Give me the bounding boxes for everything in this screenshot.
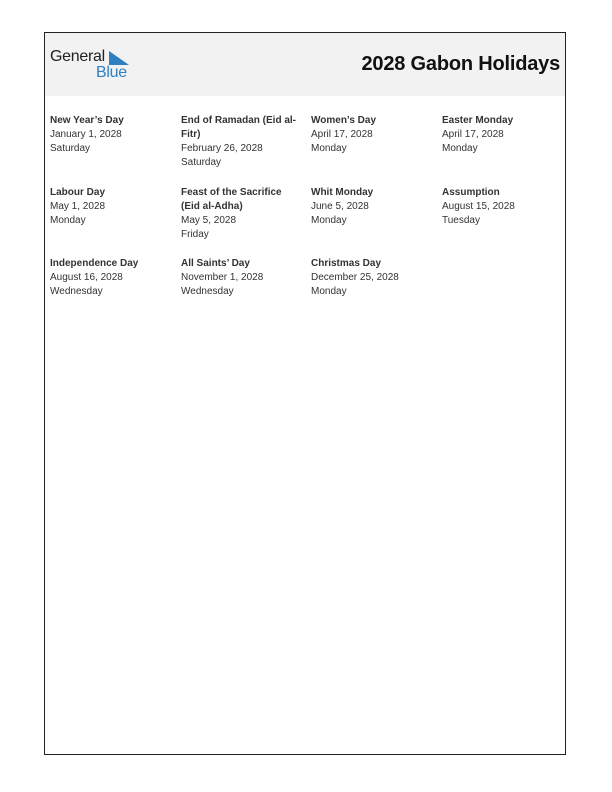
holiday-item (442, 186, 567, 228)
holiday-date: August 15, 2028 (442, 201, 515, 212)
holiday-date: February 26, 2028 (181, 143, 263, 154)
holiday-date: December 25, 2028 (311, 272, 399, 283)
holiday-weekday: Tuesday (442, 215, 480, 226)
holiday-weekday: Friday (181, 229, 209, 240)
holiday-name: Independence Day (50, 258, 139, 269)
holiday-weekday: Monday (311, 143, 347, 154)
holiday-weekday: Saturday (181, 157, 222, 168)
page-frame (44, 32, 566, 755)
holiday-weekday: Wednesday (181, 286, 234, 297)
holiday-name: Feast of the Sacrifice (Eid al-Adha) (181, 187, 282, 212)
holiday-name: Christmas Day (311, 258, 382, 269)
holiday-weekday: Monday (311, 286, 347, 297)
holiday-weekday: Saturday (50, 143, 91, 154)
holiday-name: Labour Day (50, 187, 106, 198)
holiday-name: Easter Monday (442, 115, 514, 126)
holiday-item (181, 186, 299, 242)
holiday-weekday: Wednesday (50, 286, 103, 297)
holiday-date: April 17, 2028 (442, 129, 504, 140)
holiday-date: January 1, 2028 (50, 129, 122, 140)
holiday-item (311, 114, 436, 156)
holiday-item (50, 186, 175, 228)
header (45, 33, 565, 96)
holiday-date: May 5, 2028 (181, 215, 237, 226)
holiday-weekday: Monday (311, 215, 347, 226)
holiday-name: All Saints’ Day (181, 258, 250, 269)
logo-triangle-icon (109, 51, 129, 65)
holiday-name: End of Ramadan (Eid al-Fitr) (181, 115, 297, 140)
holiday-date: May 1, 2028 (50, 201, 106, 212)
logo-word-blue: Blue (96, 64, 127, 81)
holiday-date: June 5, 2028 (311, 201, 369, 212)
holiday-name: Women’s Day (311, 115, 377, 126)
holiday-date: April 17, 2028 (311, 129, 373, 140)
holiday-date: November 1, 2028 (181, 272, 264, 283)
logo (50, 48, 140, 82)
holiday-date: August 16, 2028 (50, 272, 123, 283)
holiday-item (311, 257, 436, 299)
holiday-name: Assumption (442, 187, 500, 198)
holiday-item (311, 186, 436, 228)
holiday-weekday: Monday (442, 143, 478, 154)
holiday-item (50, 257, 175, 299)
holiday-item (181, 114, 299, 170)
page-title: 2028 Gabon Holidays (361, 53, 560, 75)
holiday-item (181, 257, 306, 299)
holiday-name: New Year’s Day (50, 115, 124, 126)
holiday-name: Whit Monday (311, 187, 374, 198)
holiday-weekday: Monday (50, 215, 86, 226)
holiday-item (442, 114, 567, 156)
logo-word-general: General (50, 48, 105, 65)
holiday-item (50, 114, 175, 156)
